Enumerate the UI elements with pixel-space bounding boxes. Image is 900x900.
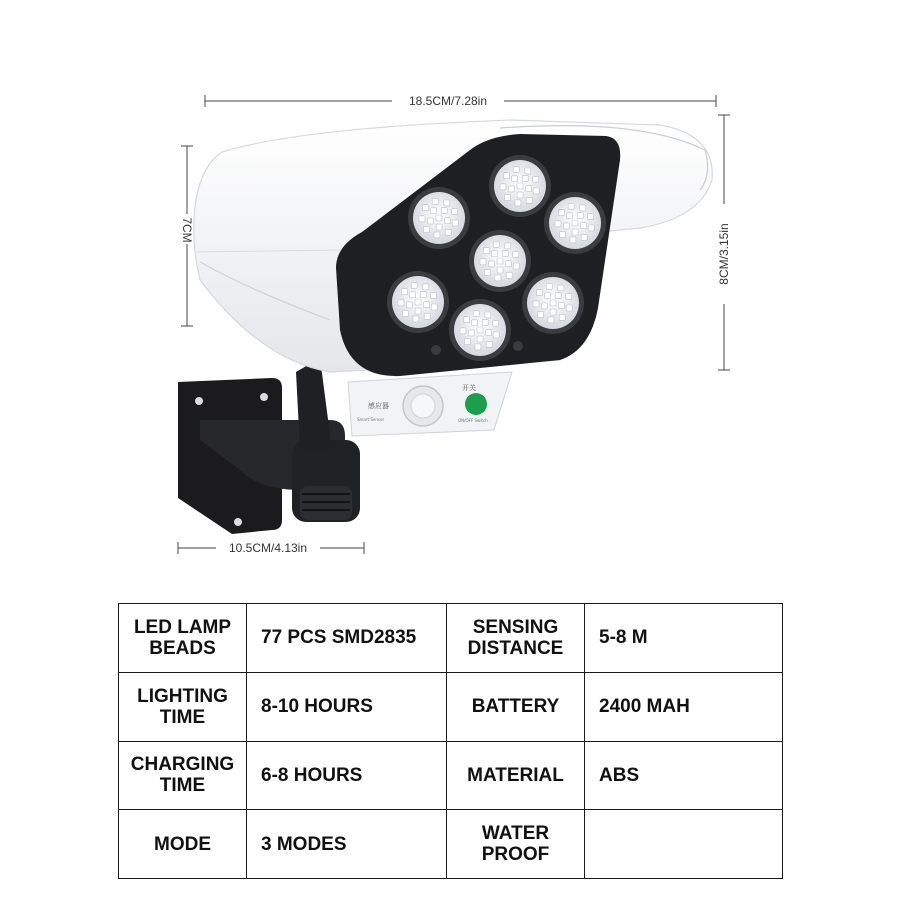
led-chip [411, 282, 417, 288]
led-chip [485, 270, 491, 276]
led-chip [415, 308, 421, 314]
led-chip [567, 213, 573, 219]
led-chip [482, 320, 488, 326]
led-chip [513, 166, 519, 172]
led-chip [580, 205, 586, 211]
dimension-height-right [716, 115, 732, 370]
led-chip [558, 285, 564, 291]
led-chip [559, 314, 565, 320]
led-chip [497, 258, 503, 264]
led-chip [473, 310, 479, 316]
led-chip [581, 223, 587, 229]
led-chip [428, 218, 434, 224]
spec-value: 77 PCS SMD2835 [247, 604, 447, 673]
led-chip [431, 208, 437, 214]
led-chip [505, 243, 511, 249]
spec-value: 6-8 HOURS [247, 741, 447, 810]
led-chip [512, 176, 518, 182]
spec-table [118, 603, 783, 879]
led-chip [526, 186, 532, 192]
wall-bracket [178, 358, 360, 534]
led-chip [407, 302, 413, 308]
led-chip [493, 332, 499, 338]
led-chip [517, 183, 523, 189]
led-chip [403, 311, 409, 317]
led-chip [434, 232, 440, 238]
led-chip [432, 198, 438, 204]
led-chip [444, 200, 450, 206]
led-chip [464, 317, 470, 323]
sensor-label: 感应器 [368, 402, 389, 410]
mount-width-label: 10.5CM/4.13in [228, 541, 308, 555]
led-chip [398, 300, 404, 306]
led-chip [513, 251, 519, 257]
led-chip [472, 320, 478, 326]
led-chip [423, 205, 429, 211]
led-chip [431, 304, 437, 310]
led-chip [480, 259, 486, 265]
spec-label: MODE [119, 810, 247, 879]
led-chip [469, 330, 475, 336]
led-chip [568, 203, 574, 209]
height-right-label: 8CM/3.15in [717, 223, 731, 285]
spec-value: 5-8 M [585, 604, 783, 673]
led-chip [559, 303, 565, 309]
led-chip [555, 293, 561, 299]
led-chip [452, 220, 458, 226]
led-chip [410, 292, 416, 298]
led-chip [420, 292, 426, 298]
led-chip [445, 218, 451, 224]
led-chip [537, 290, 543, 296]
led-chip [502, 251, 508, 257]
table-row [119, 810, 783, 879]
spec-label: BATTERY [447, 672, 585, 741]
led-chip [522, 176, 528, 182]
spec-label: SENSING DISTANCE [447, 604, 585, 673]
led-chip [588, 213, 594, 219]
switch-label: 开关 [462, 384, 476, 392]
table-row [119, 604, 783, 673]
switch-button [465, 393, 487, 415]
led-chip [419, 216, 425, 222]
led-chip [423, 284, 429, 290]
spec-value: 8-10 HOURS [247, 672, 447, 741]
led-chip [533, 301, 539, 307]
led-chip [555, 221, 561, 227]
spec-label: MATERIAL [447, 741, 585, 810]
led-chip [550, 300, 556, 306]
led-chip [460, 328, 466, 334]
led-chip [538, 312, 544, 318]
led-chip [533, 188, 539, 194]
led-chip [436, 224, 442, 230]
led-chip [436, 215, 442, 221]
dimension-mount-width [178, 539, 364, 555]
spec-value: 3 MODES [247, 810, 447, 879]
led-chip [424, 227, 430, 233]
led-chip [570, 237, 576, 243]
led-chip [566, 293, 572, 299]
spec-value: 2400 MAH [585, 672, 783, 741]
spec-label: LED LAMP BEADS [119, 604, 247, 673]
table-row [119, 741, 783, 810]
led-chip [559, 210, 565, 216]
led-chip [564, 223, 570, 229]
led-chip [560, 232, 566, 238]
led-chip [413, 316, 419, 322]
led-chip [431, 292, 437, 298]
led-chip [533, 176, 539, 182]
spec-value: ABS [585, 741, 783, 810]
led-chip [424, 302, 430, 308]
led-chip [485, 312, 491, 318]
led-chip [424, 313, 430, 319]
dimension-height-left [179, 146, 195, 326]
led-chip [465, 339, 471, 345]
spec-value [585, 810, 783, 879]
led-chip [493, 241, 499, 247]
led-chip [545, 293, 551, 299]
led-chip [504, 173, 510, 179]
spec-label: LIGHTING TIME [119, 672, 247, 741]
led-chip [441, 208, 447, 214]
led-chip [525, 168, 531, 174]
led-chip [581, 234, 587, 240]
led-chip [506, 261, 512, 267]
spec-label: CHARGING TIME [119, 741, 247, 810]
dimension-width [205, 92, 716, 108]
led-chip [445, 229, 451, 235]
led-chip [566, 305, 572, 311]
led-chip [542, 303, 548, 309]
sensor-sublabel: Smart Sensor [357, 417, 385, 422]
led-chip [572, 220, 578, 226]
led-chip [484, 248, 490, 254]
led-chip [517, 192, 523, 198]
height-left-label: 7CM [180, 217, 194, 243]
led-chip [513, 263, 519, 269]
spec-label: WATER PROOF [447, 810, 585, 879]
switch-sublabel: ON/OFF Switch [458, 418, 488, 423]
led-chip [588, 225, 594, 231]
led-chip [495, 275, 501, 281]
led-chip [577, 213, 583, 219]
led-chip [546, 283, 552, 289]
led-chip [550, 309, 556, 315]
led-chip [548, 317, 554, 323]
led-chip [402, 289, 408, 295]
led-chip [486, 341, 492, 347]
led-chip [497, 267, 503, 273]
led-chip [475, 344, 481, 350]
led-chip [505, 195, 511, 201]
led-chip [526, 197, 532, 203]
led-chip [492, 251, 498, 257]
table-row [119, 672, 783, 741]
led-chip [509, 186, 515, 192]
led-chip [572, 229, 578, 235]
led-chip [452, 208, 458, 214]
led-chip [489, 261, 495, 267]
led-chip [415, 299, 421, 305]
led-chip [477, 336, 483, 342]
led-chip [486, 330, 492, 336]
led-chip [500, 184, 506, 190]
led-chip [493, 320, 499, 326]
led-chip [477, 327, 483, 333]
led-chip [515, 200, 521, 206]
width-label: 18.5CM/7.28in [408, 94, 488, 108]
led-chip [506, 272, 512, 278]
